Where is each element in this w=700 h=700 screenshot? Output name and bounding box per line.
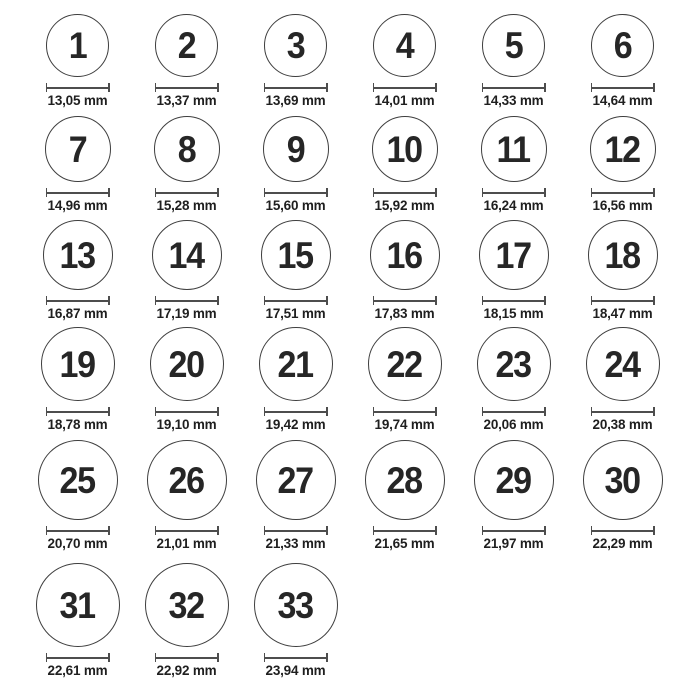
diameter-label: 14,01 mm [374, 93, 435, 108]
ring-circle [46, 14, 109, 77]
dimension-bar [373, 192, 437, 194]
dimension-bar [591, 411, 655, 413]
ring-size-number: 6 [613, 25, 632, 66]
ring-circle [154, 116, 220, 182]
dimension-bar [482, 87, 546, 89]
diameter-dimension-line [482, 526, 546, 535]
diameter-label: 22,29 mm [592, 536, 653, 551]
dimension-bar [373, 87, 437, 89]
dimension-tick-right [326, 526, 328, 535]
diameter-dimension-line [264, 296, 328, 305]
dimension-tick-right [326, 83, 328, 92]
ring-circle [591, 14, 654, 77]
dimension-tick-right [653, 526, 655, 535]
ring-circle [481, 116, 547, 182]
ring-size-row [23, 8, 677, 108]
ring-circle [145, 563, 229, 647]
diameter-dimension-line [591, 83, 655, 92]
dimension-tick-right [544, 407, 546, 416]
ring-size-number: 33 [277, 584, 314, 626]
ring-circle [263, 116, 329, 182]
ring-size-row [23, 108, 677, 213]
ring-circle [474, 440, 554, 520]
dimension-bar [482, 530, 546, 532]
dimension-tick-right [435, 407, 437, 416]
ring-size-number: 7 [68, 128, 87, 170]
diameter-dimension-line [373, 296, 437, 305]
diameter-label: 22,61 mm [47, 663, 108, 678]
dimension-tick-right [108, 83, 110, 92]
dimension-tick-right [326, 296, 328, 305]
ring-size-item [132, 327, 241, 432]
diameter-label: 21,65 mm [374, 536, 435, 551]
ring-size-item [23, 440, 132, 551]
ring-size-number: 15 [277, 234, 314, 276]
ring-size-number: 11 [496, 128, 531, 170]
ring-circle [256, 440, 336, 520]
ring-circle [152, 220, 222, 290]
dimension-bar [46, 530, 110, 532]
ring-size-number: 25 [59, 459, 96, 501]
diameter-label: 21,97 mm [483, 536, 544, 551]
dimension-tick-right [544, 526, 546, 535]
diameter-dimension-line [264, 526, 328, 535]
ring-circle [373, 14, 436, 77]
diameter-dimension-line [482, 188, 546, 197]
dimension-tick-right [108, 188, 110, 197]
dimension-bar [46, 87, 110, 89]
diameter-label: 13,05 mm [47, 93, 108, 108]
diameter-dimension-line [155, 653, 219, 662]
dimension-bar [264, 87, 328, 89]
dimension-bar [46, 411, 110, 413]
ring-size-item [132, 440, 241, 551]
dimension-bar [373, 530, 437, 532]
diameter-dimension-line [482, 83, 546, 92]
ring-size-row [23, 432, 677, 551]
diameter-label: 13,69 mm [265, 93, 326, 108]
diameter-dimension-line [591, 407, 655, 416]
diameter-dimension-line [373, 188, 437, 197]
ring-size-item [241, 327, 350, 432]
ring-size-item [459, 327, 568, 432]
ring-size-item [568, 220, 677, 321]
dimension-tick-right [435, 526, 437, 535]
dimension-bar [264, 411, 328, 413]
dimension-bar [591, 192, 655, 194]
ring-size-item [568, 440, 677, 551]
diameter-dimension-line [46, 407, 110, 416]
ring-size-number: 26 [168, 459, 205, 501]
dimension-tick-right [217, 407, 219, 416]
ring-circle [370, 220, 440, 290]
ring-size-number: 5 [504, 25, 523, 66]
diameter-dimension-line [155, 407, 219, 416]
ring-size-number: 24 [604, 343, 641, 385]
diameter-label: 20,70 mm [47, 536, 108, 551]
dimension-bar [264, 530, 328, 532]
ring-size-number: 16 [386, 234, 423, 276]
ring-size-item [568, 327, 677, 432]
ring-size-item [132, 563, 241, 678]
dimension-tick-right [544, 188, 546, 197]
dimension-bar [591, 300, 655, 302]
diameter-dimension-line [264, 83, 328, 92]
dimension-bar [482, 300, 546, 302]
diameter-label: 14,33 mm [483, 93, 544, 108]
diameter-dimension-line [591, 188, 655, 197]
ring-circle [590, 116, 656, 182]
ring-size-row [23, 321, 677, 432]
ring-size-item [568, 14, 677, 108]
ring-circle [583, 440, 663, 520]
ring-size-number: 3 [286, 25, 305, 66]
diameter-label: 15,60 mm [265, 198, 326, 213]
ring-circle [588, 220, 658, 290]
diameter-label: 16,87 mm [47, 306, 108, 321]
ring-size-item [23, 327, 132, 432]
ring-size-item [459, 220, 568, 321]
diameter-dimension-line [591, 526, 655, 535]
dimension-bar [155, 300, 219, 302]
ring-circle [477, 327, 551, 401]
dimension-bar [46, 192, 110, 194]
dimension-tick-right [544, 296, 546, 305]
dimension-bar [155, 87, 219, 89]
diameter-label: 21,01 mm [156, 536, 217, 551]
diameter-label: 18,47 mm [592, 306, 653, 321]
ring-size-number: 23 [495, 343, 532, 385]
ring-size-item [350, 116, 459, 213]
diameter-dimension-line [264, 407, 328, 416]
diameter-label: 19,74 mm [374, 417, 435, 432]
diameter-label: 18,15 mm [483, 306, 544, 321]
ring-circle [261, 220, 331, 290]
ring-size-number: 29 [495, 459, 532, 501]
dimension-tick-right [217, 188, 219, 197]
dimension-bar [155, 530, 219, 532]
diameter-dimension-line [373, 407, 437, 416]
diameter-label: 20,06 mm [483, 417, 544, 432]
ring-size-item [350, 14, 459, 108]
dimension-bar [591, 530, 655, 532]
ring-circle [368, 327, 442, 401]
ring-size-number: 4 [395, 25, 414, 66]
dimension-bar [46, 300, 110, 302]
dimension-tick-right [217, 296, 219, 305]
ring-size-number: 20 [168, 343, 205, 385]
diameter-dimension-line [155, 83, 219, 92]
diameter-label: 15,92 mm [374, 198, 435, 213]
diameter-label: 15,28 mm [156, 198, 217, 213]
diameter-label: 23,94 mm [265, 663, 326, 678]
ring-size-number: 22 [386, 343, 423, 385]
ring-size-item [568, 116, 677, 213]
diameter-label: 16,56 mm [592, 198, 653, 213]
diameter-label: 14,96 mm [47, 198, 108, 213]
dimension-bar [46, 657, 110, 659]
dimension-bar [373, 411, 437, 413]
dimension-tick-right [108, 653, 110, 662]
dimension-bar [264, 192, 328, 194]
ring-circle [372, 116, 438, 182]
ring-size-item [241, 220, 350, 321]
ring-size-row [23, 213, 677, 321]
ring-size-item [23, 220, 132, 321]
ring-size-number: 14 [168, 234, 205, 276]
ring-size-number: 32 [168, 584, 205, 626]
ring-size-number: 2 [177, 25, 196, 66]
diameter-dimension-line [46, 83, 110, 92]
ring-size-number: 10 [386, 128, 423, 170]
dimension-tick-right [435, 296, 437, 305]
ring-circle [365, 440, 445, 520]
ring-circle [150, 327, 224, 401]
dimension-tick-right [653, 407, 655, 416]
ring-circle [155, 14, 218, 77]
ring-size-item [241, 14, 350, 108]
diameter-label: 17,83 mm [374, 306, 435, 321]
ring-size-item [241, 116, 350, 213]
ring-circle [45, 116, 111, 182]
dimension-tick-right [435, 188, 437, 197]
diameter-dimension-line [482, 407, 546, 416]
diameter-dimension-line [46, 653, 110, 662]
dimension-tick-right [326, 188, 328, 197]
dimension-tick-right [108, 407, 110, 416]
diameter-label: 17,51 mm [265, 306, 326, 321]
diameter-label: 13,37 mm [156, 93, 217, 108]
ring-circle [38, 440, 118, 520]
diameter-dimension-line [155, 526, 219, 535]
ring-size-item [241, 440, 350, 551]
dimension-bar [482, 192, 546, 194]
ring-size-item [241, 563, 350, 678]
diameter-dimension-line [155, 188, 219, 197]
diameter-dimension-line [264, 653, 328, 662]
ring-size-item [23, 14, 132, 108]
diameter-dimension-line [46, 526, 110, 535]
ring-size-item [350, 440, 459, 551]
ring-circle [479, 220, 549, 290]
ring-size-item [459, 14, 568, 108]
ring-size-number: 28 [386, 459, 423, 501]
dimension-tick-right [544, 83, 546, 92]
ring-circle [36, 563, 120, 647]
diameter-dimension-line [591, 296, 655, 305]
ring-size-number: 1 [68, 25, 87, 66]
dimension-tick-right [653, 83, 655, 92]
ring-size-number: 31 [59, 584, 96, 626]
ring-size-number: 17 [495, 234, 532, 276]
diameter-label: 20,38 mm [592, 417, 653, 432]
ring-size-number: 8 [177, 128, 196, 170]
dimension-tick-right [326, 653, 328, 662]
ring-size-item [459, 440, 568, 551]
ring-size-item [459, 116, 568, 213]
ring-size-item [132, 116, 241, 213]
ring-size-item [132, 220, 241, 321]
diameter-dimension-line [264, 188, 328, 197]
ring-circle [41, 327, 115, 401]
ring-size-number: 12 [604, 128, 641, 170]
ring-size-item [350, 327, 459, 432]
dimension-tick-right [217, 653, 219, 662]
dimension-bar [155, 657, 219, 659]
diameter-label: 14,64 mm [592, 93, 653, 108]
ring-circle [264, 14, 327, 77]
diameter-dimension-line [46, 296, 110, 305]
ring-size-number: 19 [59, 343, 96, 385]
diameter-label: 19,42 mm [265, 417, 326, 432]
ring-size-number: 30 [604, 459, 641, 501]
dimension-tick-right [217, 83, 219, 92]
diameter-dimension-line [373, 526, 437, 535]
ring-size-number: 21 [277, 343, 314, 385]
diameter-label: 22,92 mm [156, 663, 217, 678]
diameter-label: 16,24 mm [483, 198, 544, 213]
ring-circle [43, 220, 113, 290]
ring-size-number: 9 [286, 128, 305, 170]
diameter-label: 17,19 mm [156, 306, 217, 321]
diameter-dimension-line [46, 188, 110, 197]
ring-size-item [350, 220, 459, 321]
diameter-dimension-line [482, 296, 546, 305]
diameter-dimension-line [373, 83, 437, 92]
ring-size-number: 18 [604, 234, 641, 276]
ring-size-number: 13 [59, 234, 96, 276]
ring-size-item [23, 116, 132, 213]
dimension-tick-right [326, 407, 328, 416]
dimension-tick-right [217, 526, 219, 535]
diameter-label: 18,78 mm [47, 417, 108, 432]
dimension-bar [264, 657, 328, 659]
ring-circle [147, 440, 227, 520]
diameter-dimension-line [155, 296, 219, 305]
dimension-tick-right [653, 296, 655, 305]
dimension-bar [373, 300, 437, 302]
dimension-bar [155, 192, 219, 194]
ring-size-number: 27 [277, 459, 314, 501]
ring-size-item [23, 563, 132, 678]
ring-circle [586, 327, 660, 401]
diameter-label: 19,10 mm [156, 417, 217, 432]
ring-circle [259, 327, 333, 401]
dimension-bar [264, 300, 328, 302]
ring-circle [254, 563, 338, 647]
ring-size-item [132, 14, 241, 108]
dimension-tick-right [108, 296, 110, 305]
dimension-bar [482, 411, 546, 413]
ring-size-row [23, 551, 677, 678]
ring-circle [482, 14, 545, 77]
dimension-tick-right [653, 188, 655, 197]
dimension-bar [591, 87, 655, 89]
diameter-label: 21,33 mm [265, 536, 326, 551]
dimension-tick-right [108, 526, 110, 535]
dimension-bar [155, 411, 219, 413]
dimension-tick-right [435, 83, 437, 92]
